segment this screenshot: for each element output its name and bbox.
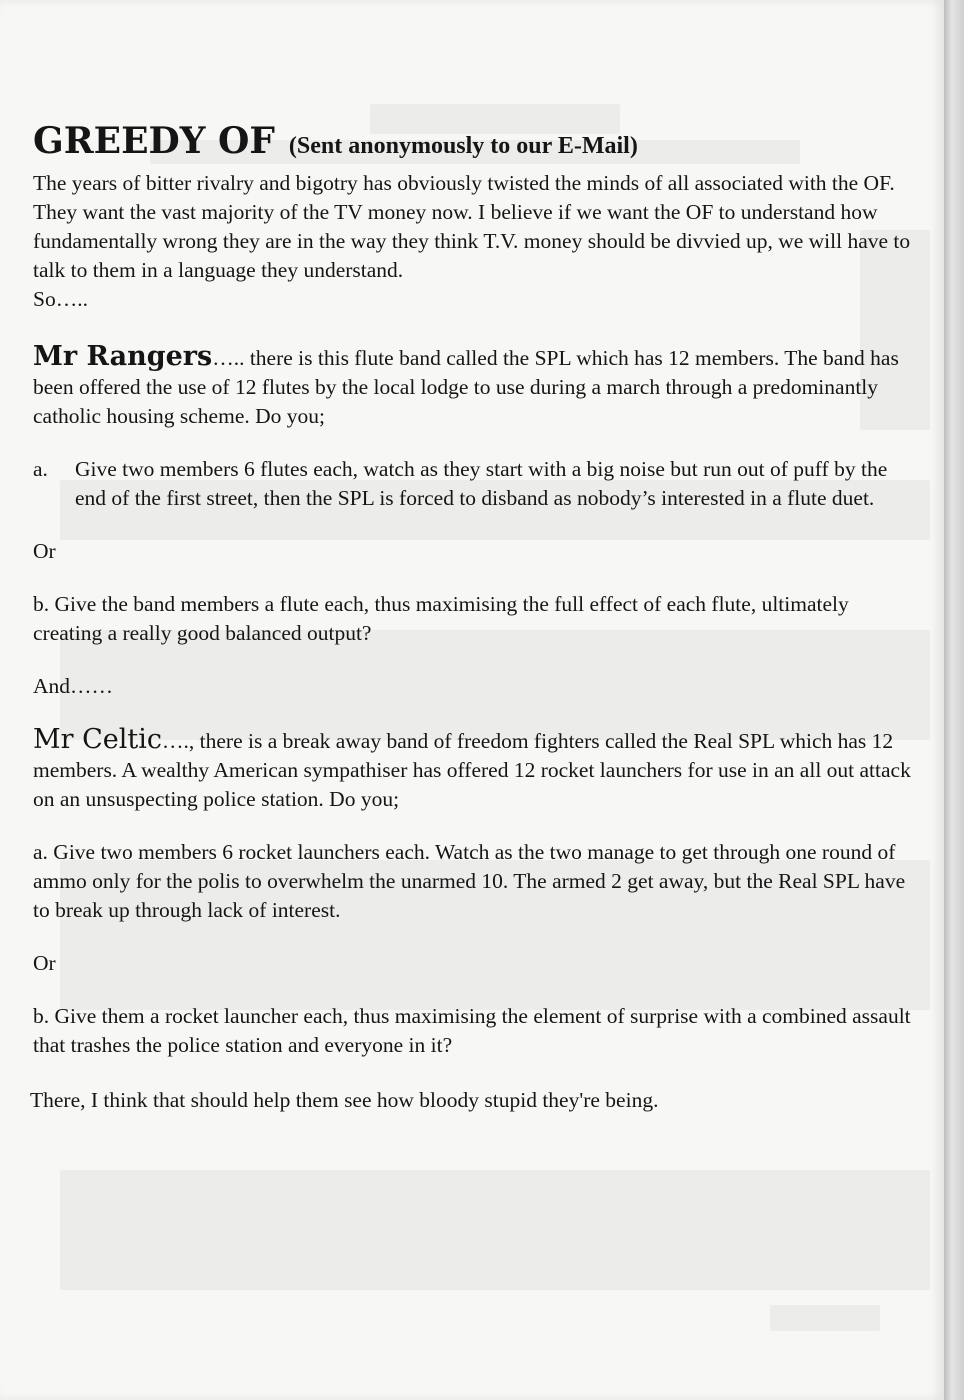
celtic-option-a: a. Give two members 6 rocket launchers each. Watch as the two manage to get through one round of ammo only for the polis to overwhelm the unarmed 10. The armed 2 get away, but the Real SPL have to break up through lack of interest.: [33, 840, 906, 922]
intro-paragraph-1: The years of bitter rivalry and bigotry has obviously twisted the minds of all associated with the OF.: [33, 171, 895, 195]
rangers-option-a: [33, 455, 913, 513]
rangers-text: ….. there is this flute band called the SPL which has 12 members. The band has been offered the use of 12 flutes by the local lodge to use during a march through a predominantly catholic housing scheme. Do you;: [33, 346, 899, 428]
rangers-lead: Mr Rangers: [33, 341, 213, 372]
and-separator: And……: [33, 674, 114, 698]
page-edge: [944, 0, 964, 1400]
celtic-option-b: b. Give them a rocket launcher each, thus maximising the element of surprise with a combined assault that trashes the police station and everyone in it?: [33, 1004, 911, 1057]
rangers-option-a-text: Give two members 6 flutes each, watch as they start with a big noise but run out of puff by the end of the first street, then the SPL is forced to disband as nobody’s interested in a flute duet.: [75, 457, 888, 510]
celtic-text: …., there is a break away band of freedom fighters called the Real SPL which has 12 members. A wealthy American sympathiser has offered 12 rocket launchers for use in an all out attack on an unsuspecting police station. Do you;: [33, 729, 911, 811]
closing-line: There, I think that should help them see how bloody stupid they're being.: [30, 1088, 659, 1112]
article-heading: [33, 118, 913, 169]
rangers-paragraph: [33, 342, 913, 431]
option-a-marker: a.: [33, 457, 48, 481]
celtic-or: Or: [33, 951, 56, 975]
article: [30, 118, 913, 1115]
article-title: GREEDY OF: [33, 120, 275, 162]
rangers-or: Or: [33, 539, 56, 563]
celtic-lead: Mr Celtic: [33, 724, 163, 755]
intro-paragraph-3: So…..: [33, 287, 88, 311]
article-subtitle: (Sent anonymously to our E-Mail): [288, 133, 638, 159]
intro-paragraph-2: They want the vast majority of the TV money now. I believe if we want the OF to understand how fundamentally wrong they are in the way they think T.V. money should be divvied up, we will have to talk to them in a language they understand.: [33, 200, 911, 282]
celtic-paragraph: [33, 725, 913, 814]
rangers-option-b: b. Give the band members a flute each, thus maximising the full effect of each flute, ultimately creating a really good balanced output?: [33, 592, 849, 645]
